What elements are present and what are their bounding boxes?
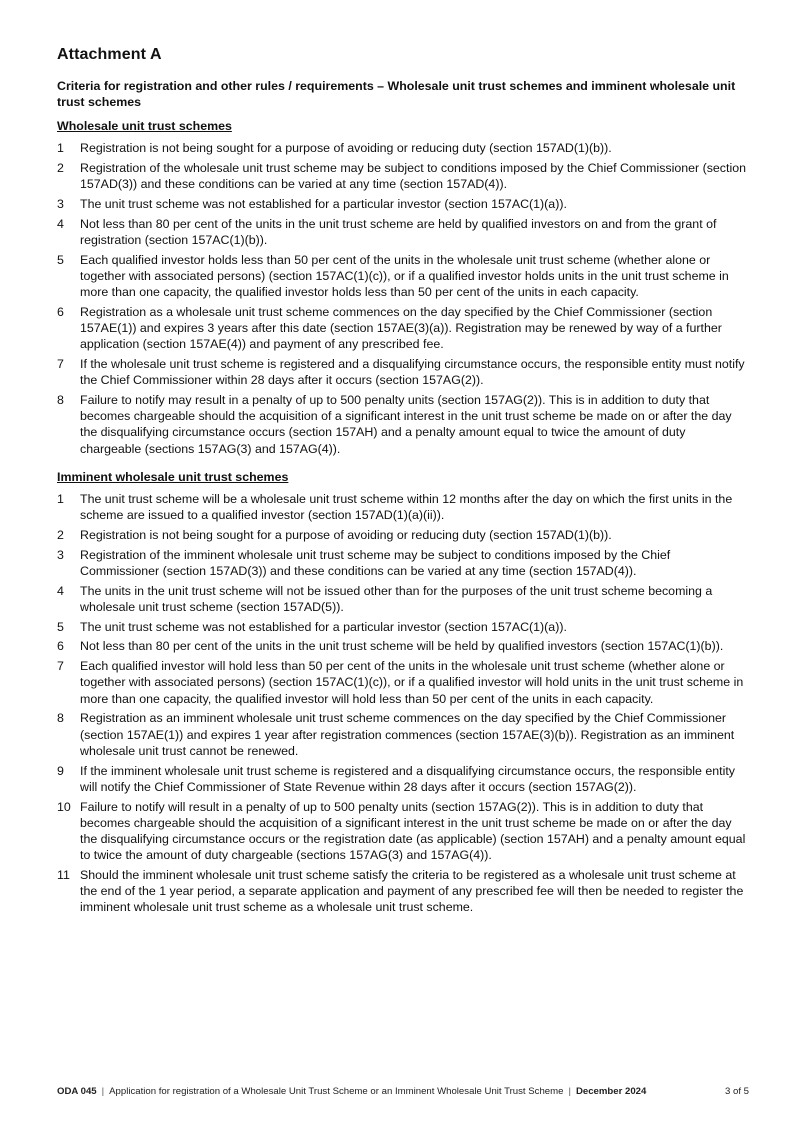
list-item: [57, 491, 749, 523]
page-heading: Attachment A: [57, 46, 162, 63]
item-text: Each qualified investor will hold less than 50 per cent of the units in the wholesale unit trust scheme (whether alone or together with associated persons) (section 157AC(1)(c)), or if a qualified investor will hold units in the unit trust scheme in more than one capacity, the qualified investor will hold less than 50 per cent of the units in each capacity.: [80, 659, 744, 706]
list-item: [57, 867, 749, 916]
item-number: 1: [57, 491, 64, 506]
section-title: Wholesale unit trust schemes: [57, 119, 232, 133]
list-item: [57, 799, 749, 864]
form-date: December 2024: [575, 1086, 647, 1097]
item-text: Not less than 80 per cent of the units in the unit trust scheme will be held by qualified investors (section 157AC(1)(b)).: [80, 639, 724, 654]
item-text: If the imminent wholesale unit trust scheme is registered and a disqualifying circumstance occurs, the responsible entity will notify the Chief Commissioner of State Revenue within 28 days after it occurs (section 157AG(2)).: [80, 763, 735, 794]
footer-separator: |: [101, 1086, 105, 1097]
item-number: 3: [57, 196, 64, 211]
item-number: 6: [57, 304, 64, 319]
item-number: 11: [57, 868, 70, 883]
item-text: The unit trust scheme will be a wholesale unit trust scheme within 12 months after the day on which the first units in the scheme are issued to a qualified investor (section 157AD(1)(a)(ii)).: [80, 491, 733, 523]
item-text: Registration is not being sought for a purpose of avoiding or reducing duty (section 157AD(1)(b)).: [80, 527, 612, 542]
list-item: [57, 160, 749, 192]
item-text: The unit trust scheme was not established for a particular investor (section 157AC(1)(a)).: [80, 619, 567, 634]
item-text: Registration as an imminent wholesale unit trust scheme commences on the day specified by the Chief Commissioner (section 157AE(1)) and expires 1 year after registration commences (section 157AE(3)(b)). Registration as an imminent wholesale unit trust cannot be renewed.: [80, 711, 735, 758]
item-number: 1: [57, 141, 64, 155]
item-number: 5: [57, 252, 64, 267]
item-text: Registration is not being sought for a purpose of avoiding or reducing duty (section 157AD(1)(b)).: [80, 141, 612, 155]
list-item: [57, 216, 749, 248]
list-item: [57, 619, 749, 635]
criteria-list: [57, 491, 749, 916]
list-item: [57, 356, 749, 388]
list-item: [57, 583, 749, 615]
page-number: 3 of 5: [724, 1086, 749, 1097]
item-text: The units in the unit trust scheme will not be issued other than for the purposes of the unit trust scheme becoming a wholesale unit trust scheme (section 157AD(5)).: [80, 583, 713, 614]
item-text: If the wholesale unit trust scheme is registered and a disqualifying circumstance occurs, the responsible entity must notify the Chief Commissioner within 28 days after it occurs (section 157AG(2)).: [80, 357, 745, 388]
item-number: 8: [57, 711, 64, 726]
list-item: [57, 252, 749, 301]
item-number: 9: [57, 763, 64, 778]
item-text: Failure to notify will result in a penalty of up to 500 penalty units (section 157AG(2)). This is in addition to duty that becomes chargeable should the acquisition of a significant interest in the unit trust scheme be made on or after the day the disqualifying circumstance occurs or the registration date (as applicable) (section 157AH) and a penalty amount equal to twice the amount of duty chargeable (sections 157AG(3) and 157AG(4)).: [80, 799, 746, 863]
item-number: 6: [57, 639, 64, 654]
list-item: [57, 196, 749, 212]
footer-separator: |: [568, 1086, 571, 1097]
item-number: 7: [57, 659, 64, 674]
list-item: [57, 763, 749, 795]
section-wholesale: [57, 118, 749, 457]
list-item: [57, 304, 749, 353]
item-text: Each qualified investor holds less than 50 per cent of the units in the wholesale unit trust scheme (whether alone or together with associated persons) (section 157AC(1)(c)), or if a qualified investor holds units in the unit trust scheme in more than one capacity, the qualified investor holds less than 50 per cent of the units in each capacity.: [80, 252, 729, 299]
form-code: ODA 045: [57, 1086, 97, 1097]
item-number: 5: [57, 619, 64, 634]
list-item: [57, 658, 749, 707]
section-title: Imminent wholesale unit trust schemes: [57, 469, 289, 484]
item-text: Registration of the wholesale unit trust scheme may be subject to conditions imposed by the Chief Commissioner (section 157AD(3)) and these conditions can be varied at any time (section 157AD(4)).: [80, 160, 746, 191]
item-number: 4: [57, 216, 64, 231]
item-text: Should the imminent wholesale unit trust scheme satisfy the criteria to be registered as a wholesale unit trust scheme at the end of the 1 year period, a separate application and payment of any prescribed fee will then be needed to register the imminent wholesale unit trust scheme as a wholesale unit trust scheme.: [80, 868, 744, 915]
item-text: Not less than 80 per cent of the units in the unit trust scheme are held by qualified investors on and from the grant of registration (section 157AC(1)(b)).: [80, 216, 717, 247]
item-text: Failure to notify may result in a penalty of up to 500 penalty units (section 157AG(2)). This is in addition to duty that becomes chargeable should the acquisition of a significant interest in the unit trust scheme be made on or after the day the disqualifying circumstance occurs (section 157AH) and a penalty amount equal to twice the amount of duty chargeable (sections 157AG(3) and 157AG(4)).: [80, 393, 732, 456]
page-footer: [57, 1086, 749, 1097]
item-text: Registration of the imminent wholesale unit trust scheme may be subject to conditions imposed by the Chief Commissioner (section 157AD(3)) and these conditions can be varied at any time (section 157AD(4)).: [80, 547, 671, 578]
item-number: 3: [57, 547, 64, 562]
item-number: 8: [57, 393, 64, 407]
document-page: [57, 46, 749, 928]
list-item: [57, 710, 749, 759]
item-number: 7: [57, 357, 64, 371]
section-imminent: [57, 469, 749, 916]
item-number: 4: [57, 583, 64, 598]
list-item: [57, 527, 749, 543]
criteria-list: [57, 140, 749, 457]
item-number: 2: [57, 527, 64, 542]
item-text: Registration as a wholesale unit trust scheme commences on the day specified by the Chief Commissioner (section 157AE(1)) and expires 3 years after this date (section 157AE(3)(a)). Registration may be renewed by way of a further application (section 157AE(4)) and payment of any prescribed fee.: [80, 304, 722, 352]
list-item: [57, 638, 749, 654]
item-number: 10: [57, 799, 71, 814]
list-item: [57, 547, 749, 579]
item-number: 2: [57, 160, 64, 175]
item-text: The unit trust scheme was not established for a particular investor (section 157AC(1)(a)).: [80, 196, 567, 211]
list-item: [57, 392, 749, 457]
page-subheading: Criteria for registration and other rules / requirements – Wholesale unit trust schemes and imminent wholesale unit trust schemes: [57, 79, 736, 109]
list-item: [57, 140, 749, 156]
form-title: Application for registration of a Wholesale Unit Trust Scheme or an Imminent Wholesale Unit Trust Scheme: [109, 1086, 564, 1097]
